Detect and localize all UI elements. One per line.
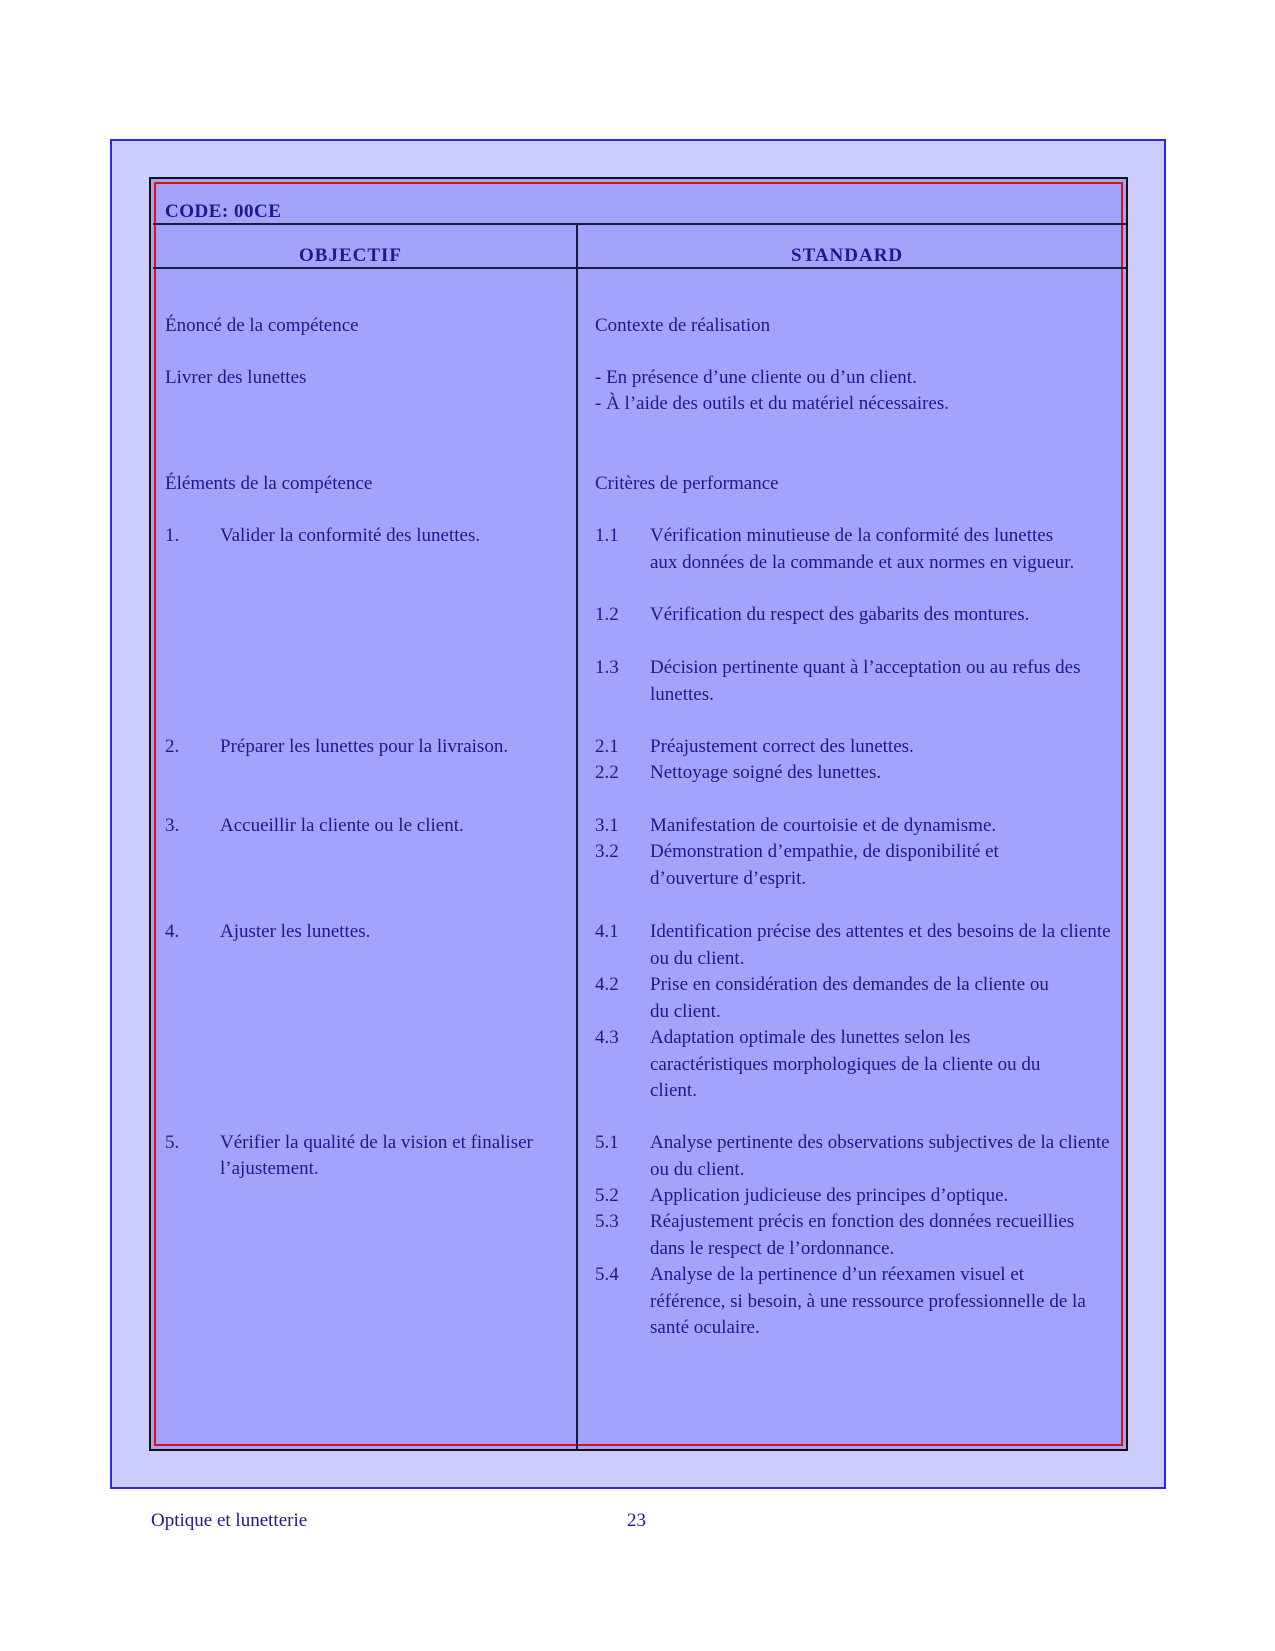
contexte-line: - En présence d’une cliente ou d’un client. xyxy=(595,367,917,388)
critere-text: Réajustement précis en fonction des données recueillies dans le respect de l’ordonnance. xyxy=(650,1211,1075,1259)
critere-text: Démonstration d’empathie, de disponibilité et d’ouverture d’esprit. xyxy=(650,841,999,889)
criteres-title: Critères de performance xyxy=(595,473,779,494)
critere-number: 5.2 xyxy=(595,1185,619,1206)
critere-number: 1.3 xyxy=(595,657,619,678)
critere-number: 5.4 xyxy=(595,1264,619,1285)
critere-number: 5.3 xyxy=(595,1211,619,1232)
critere-text: Préajustement correct des lunettes. xyxy=(650,736,914,757)
elements-title: Éléments de la compétence xyxy=(165,473,373,494)
footer-title: Optique et lunetterie xyxy=(151,1510,308,1531)
competency-table xyxy=(149,177,1128,1451)
page-number: 23 xyxy=(627,1510,646,1531)
competency-code: CODE: 00CE xyxy=(165,201,282,222)
critere-number: 3.2 xyxy=(595,841,619,862)
element-number: 1. xyxy=(165,525,180,546)
critere-text: Manifestation de courtoisie et de dynamisme. xyxy=(650,815,997,836)
critere-text: Nettoyage soigné des lunettes. xyxy=(650,762,882,783)
column-divider xyxy=(576,225,578,1449)
critere-number: 1.1 xyxy=(595,525,619,546)
critere-text: Vérification minutieuse de la conformité des lunettes aux données de la commande et aux normes en vigueur. xyxy=(650,525,1075,573)
critere-text: Analyse pertinente des observations subjectives de la cliente ou du client. xyxy=(650,1132,1110,1180)
element-text: Vérifier la qualité de la vision et finaliser l’ajustement. xyxy=(220,1132,533,1179)
critere-number: 1.2 xyxy=(595,604,619,625)
contexte-title: Contexte de réalisation xyxy=(595,315,771,336)
critere-text: Prise en considération des demandes de la cliente ou du client. xyxy=(650,974,1049,1022)
critere-text: Identification précise des attentes et des besoins de la cliente ou du client. xyxy=(650,921,1111,969)
critere-text: Vérification du respect des gabarits des montures. xyxy=(650,604,1030,625)
enonce-title: Énoncé de la compétence xyxy=(165,315,359,336)
critere-text: Application judicieuse des principes d’optique. xyxy=(650,1185,1009,1206)
element-number: 4. xyxy=(165,921,180,942)
critere-number: 3.1 xyxy=(595,815,619,836)
critere-text: Décision pertinente quant à l’acceptation ou au refus des lunettes. xyxy=(650,657,1081,705)
critere-number: 4.3 xyxy=(595,1027,619,1048)
element-number: 3. xyxy=(165,815,180,836)
critere-number: 5.1 xyxy=(595,1132,619,1153)
critere-number: 4.1 xyxy=(595,921,619,942)
critere-text: Analyse de la pertinence d’un réexamen visuel et référence, si besoin, à une ressource professionnelle de la santé oculaire. xyxy=(650,1264,1086,1338)
critere-text: Adaptation optimale des lunettes selon les caractéristiques morphologiques de la cliente ou du client. xyxy=(650,1027,1041,1101)
element-number: 2. xyxy=(165,736,180,757)
divider-header xyxy=(153,267,1126,269)
critere-number: 2.2 xyxy=(595,762,619,783)
element-number: 5. xyxy=(165,1132,180,1153)
element-text: Accueillir la cliente ou le client. xyxy=(220,815,464,836)
header-objectif: OBJECTIF xyxy=(299,245,403,266)
element-text: Ajuster les lunettes. xyxy=(220,921,371,942)
element-text: Préparer les lunettes pour la livraison. xyxy=(220,736,509,757)
critere-number: 2.1 xyxy=(595,736,619,757)
element-text: Valider la conformité des lunettes. xyxy=(220,525,481,546)
contexte-line: - À l’aide des outils et du matériel nécessaires. xyxy=(595,393,950,414)
divider-code xyxy=(153,223,1126,225)
enonce-text: Livrer des lunettes xyxy=(165,367,307,388)
critere-number: 4.2 xyxy=(595,974,619,995)
page-footer xyxy=(151,1510,651,1532)
header-standard: STANDARD xyxy=(791,245,904,266)
